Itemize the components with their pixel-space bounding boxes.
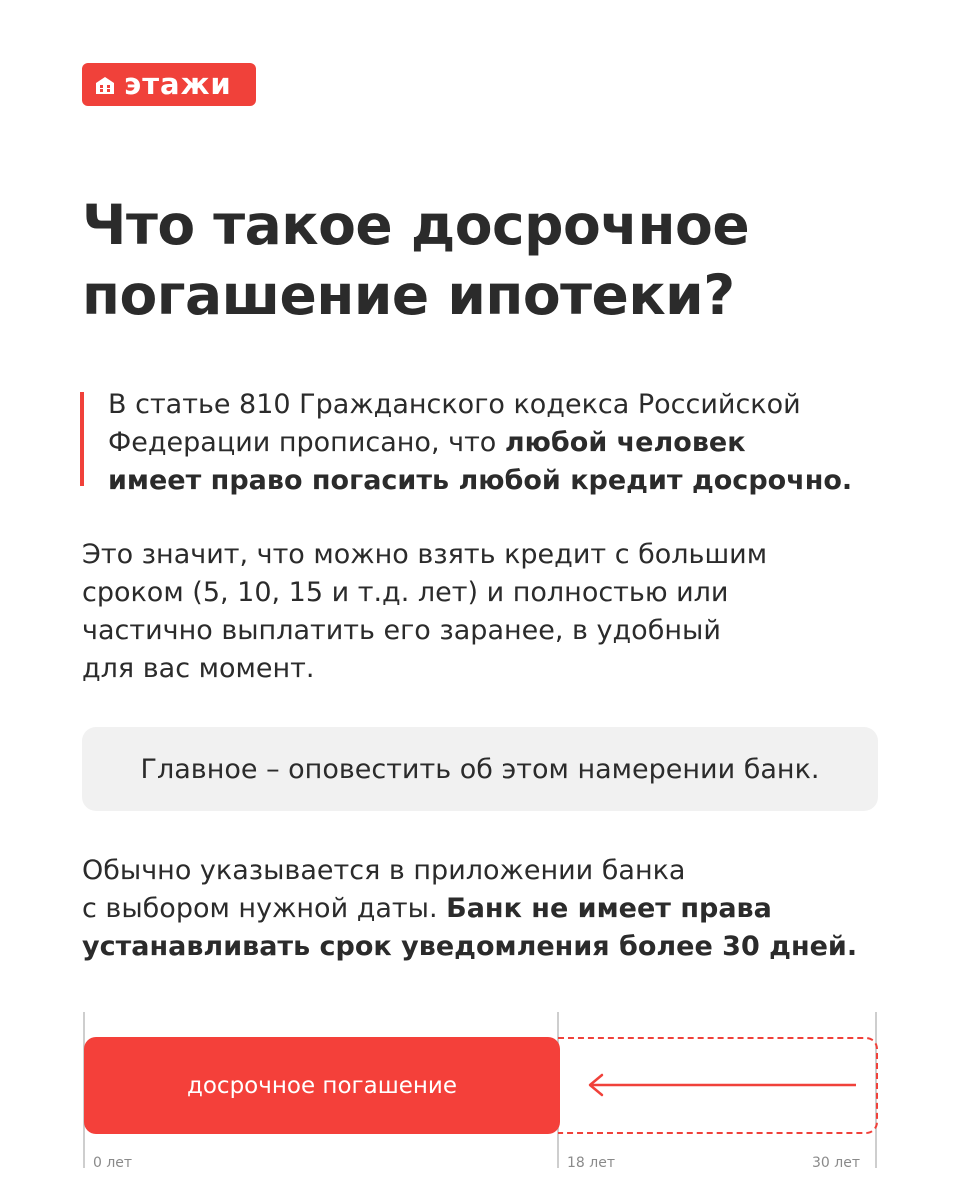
quote-line-2-bold: любой человек bbox=[504, 427, 746, 458]
key-note-box bbox=[82, 727, 878, 811]
para2-line-3: частично выплатить его заранее, в удобный bbox=[82, 615, 721, 646]
tick-label-30: 30 лет bbox=[812, 1155, 860, 1171]
early-repayment-bar bbox=[84, 1037, 560, 1134]
title-line-1: Что такое досрочное bbox=[82, 193, 750, 257]
para3-line-2-bold: Банк не имеет права bbox=[446, 893, 772, 924]
building-icon bbox=[94, 75, 116, 95]
brand-name: этажи bbox=[124, 67, 232, 101]
title-line-2: погашение ипотеки? bbox=[82, 263, 735, 327]
quote-line-1: В статье 810 Гражданского кодекса Российской bbox=[108, 389, 801, 420]
remaining-term-bar bbox=[558, 1037, 878, 1134]
explanation-paragraph bbox=[82, 536, 882, 688]
para3-line-1: Обычно указывается в приложении банка bbox=[82, 855, 686, 886]
para3-line-3-bold: устанавливать срок уведомления более 30 дней. bbox=[82, 931, 858, 962]
para2-line-2: сроком (5, 10, 15 и т.д. лет) и полностью или bbox=[82, 577, 729, 608]
tick-label-18: 18 лет bbox=[567, 1155, 615, 1171]
page-title bbox=[82, 190, 882, 330]
tick-label-0: 0 лет bbox=[93, 1155, 133, 1171]
quote-line-3-bold: имеет право погасить любой кредит досрочно. bbox=[108, 465, 853, 496]
para2-line-1: Это значит, что можно взять кредит с большим bbox=[82, 539, 768, 570]
key-note-text: Главное – оповестить об этом намерении банк. bbox=[140, 753, 820, 785]
para2-line-4: для вас момент. bbox=[82, 653, 315, 684]
para3-line-2: с выбором нужной даты. bbox=[82, 893, 447, 924]
early-repayment-label: досрочное погашение bbox=[186, 1072, 458, 1099]
brand-logo bbox=[82, 63, 256, 106]
notice-paragraph bbox=[82, 852, 882, 966]
quote-line-2: Федерации прописано, что bbox=[108, 427, 505, 458]
law-quote bbox=[80, 386, 880, 500]
